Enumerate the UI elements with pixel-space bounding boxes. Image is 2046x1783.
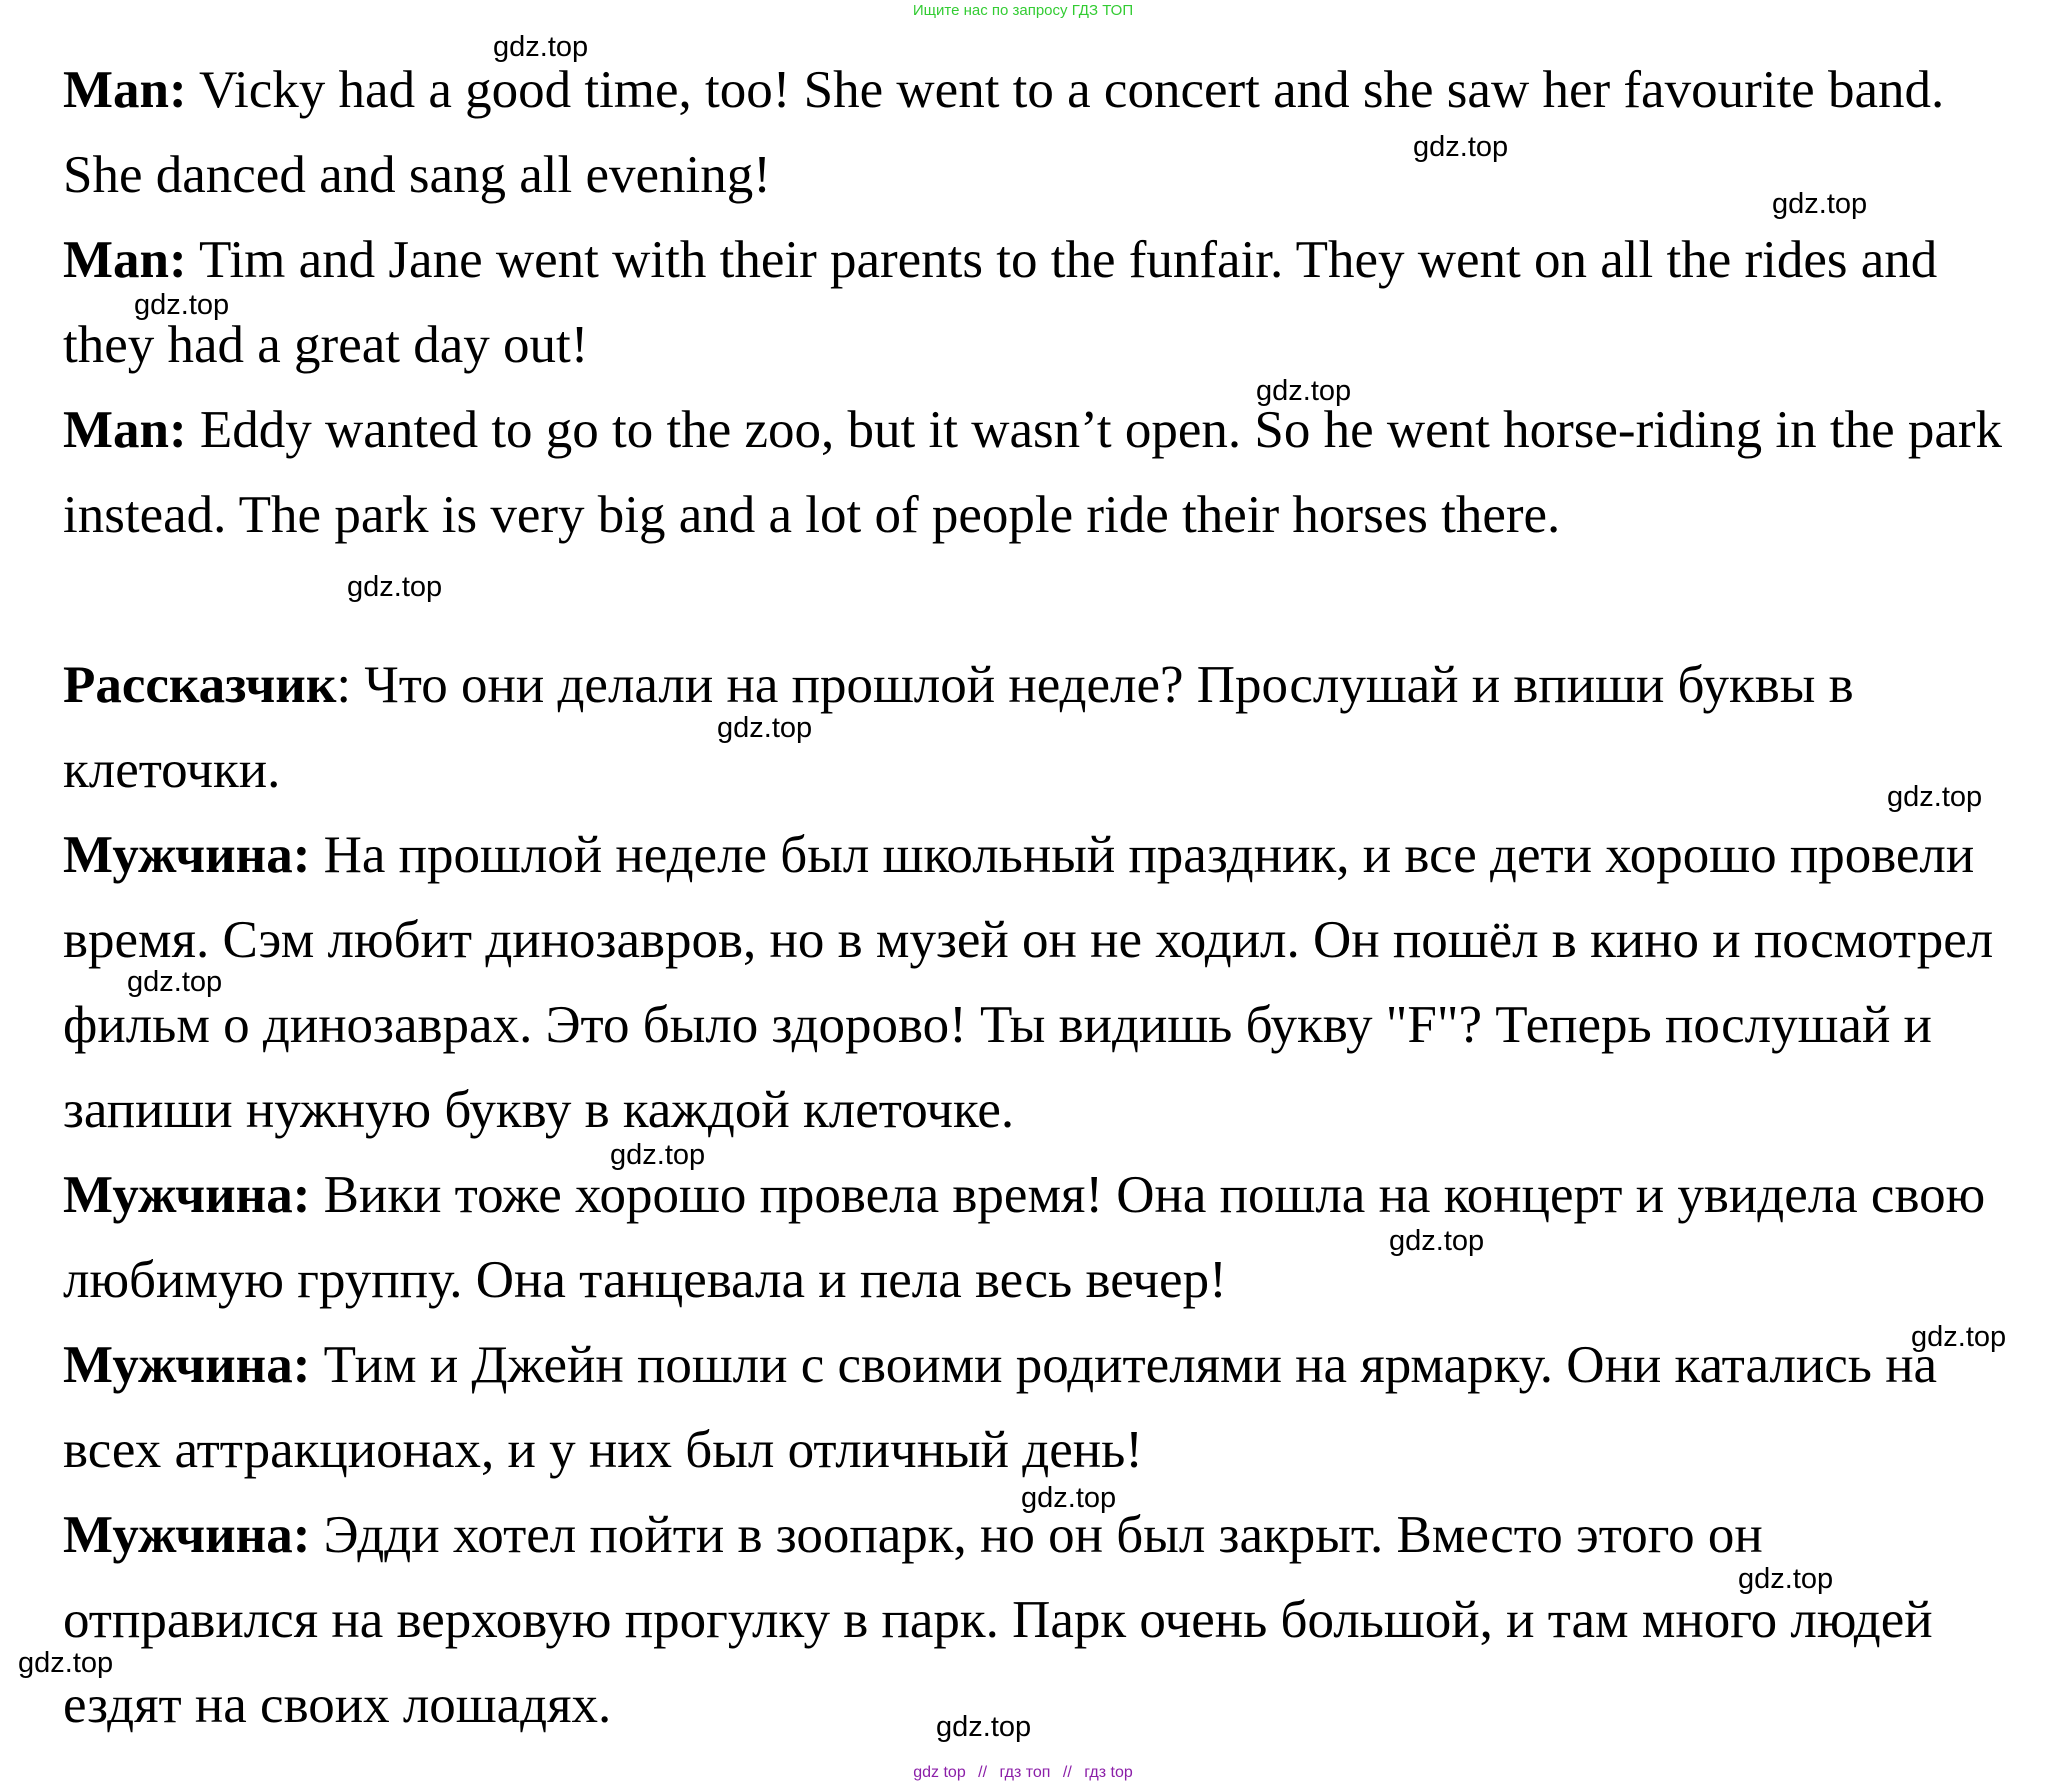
paragraph-text: Тим и Джейн пошли с своими родителями на ярмарку. Они катались на всех аттракционах, и у них был отличный день!	[63, 1336, 1938, 1479]
watermark: gdz.top	[1887, 781, 1983, 813]
paragraph-text: : Что они делали на прошлой неделе? Прослушай и впиши буквы в клеточки.	[63, 656, 1854, 799]
footer-link[interactable]: гдз top	[1084, 1764, 1133, 1781]
footer-links	[0, 1763, 2046, 1783]
speaker-label: Мужчина:	[63, 1506, 311, 1564]
footer-separator: //	[1062, 1764, 1072, 1781]
paragraph-tim-jane	[63, 218, 2023, 388]
footer-link[interactable]: gdz top	[913, 1764, 966, 1781]
paragraph-sam	[63, 813, 2023, 1153]
paragraph-text: На прошлой неделе был школьный праздник, и все дети хорошо провели время. Сэм любит динозавров, но в музей он не ходил. Он пошёл в кино и посмотрел фильм о динозаврах. Это было здорово! Ты видишь букву "F"? Теперь послушай и запиши нужную букву в каждой клеточке.	[63, 826, 1994, 1139]
paragraph-text: Vicky had a good time, too! She went to a concert and she saw her favourite band. She danced and sang all evening!	[63, 61, 1945, 204]
paragraph-vicky	[63, 48, 2023, 218]
top-banner-link[interactable]: Ищите нас по запросу ГДЗ ТОП	[912, 2, 1134, 19]
speaker-label: Мужчина:	[63, 826, 311, 884]
speaker-label: Man:	[63, 401, 187, 459]
watermark: gdz.top	[1256, 375, 1352, 407]
paragraph-eddy	[63, 1493, 2023, 1748]
watermark: gdz.top	[1389, 1225, 1485, 1257]
watermark: gdz.top	[1911, 1321, 2007, 1353]
paragraph-text: Eddy wanted to go to the zoo, but it wasn’t open. So he went horse-riding in the park instead. The park is very big and a lot of people ride their horses there.	[63, 401, 2003, 544]
paragraph-eddy	[63, 388, 2023, 558]
paragraph-tim-jane	[63, 1323, 2023, 1493]
watermark: gdz.top	[1772, 188, 1868, 220]
paragraph-text: Вики тоже хорошо провела время! Она пошла на концерт и увидела свою любимую группу. Она танцевала и пела весь вечер!	[63, 1166, 1986, 1309]
watermark: gdz.top	[1021, 1482, 1117, 1514]
paragraph-vicky	[63, 1153, 2023, 1323]
watermark: gdz.top	[18, 1647, 114, 1679]
footer-separator: //	[978, 1764, 988, 1781]
watermark: gdz.top	[1738, 1563, 1834, 1595]
watermark: gdz.top	[134, 289, 230, 321]
russian-transcript	[63, 643, 2023, 1748]
speaker-label: Рассказчик	[63, 656, 337, 714]
paragraph-text: Tim and Jane went with their parents to the funfair. They went on all the rides and they had a great day out!	[63, 231, 1938, 374]
paragraph-text: Эдди хотел пойти в зоопарк, но он был закрыт. Вместо этого он отправился на верховую прогулку в парк. Парк очень большой, и там много людей ездят на своих лошадях.	[63, 1506, 1933, 1734]
footer-link[interactable]: гдз топ	[999, 1764, 1051, 1781]
speaker-label: Мужчина:	[63, 1166, 311, 1224]
watermark: gdz.top	[493, 31, 589, 63]
speaker-label: Man:	[63, 61, 187, 119]
watermark: gdz.top	[127, 966, 223, 998]
watermark: gdz.top	[717, 712, 813, 744]
watermark: gdz.top	[936, 1711, 1032, 1743]
speaker-label: Man:	[63, 231, 187, 289]
english-transcript	[63, 48, 2023, 558]
watermark: gdz.top	[610, 1139, 706, 1171]
watermark: gdz.top	[347, 571, 443, 603]
paragraph-narrator	[63, 643, 2023, 813]
watermark: gdz.top	[1413, 131, 1509, 163]
speaker-label: Мужчина:	[63, 1336, 311, 1394]
